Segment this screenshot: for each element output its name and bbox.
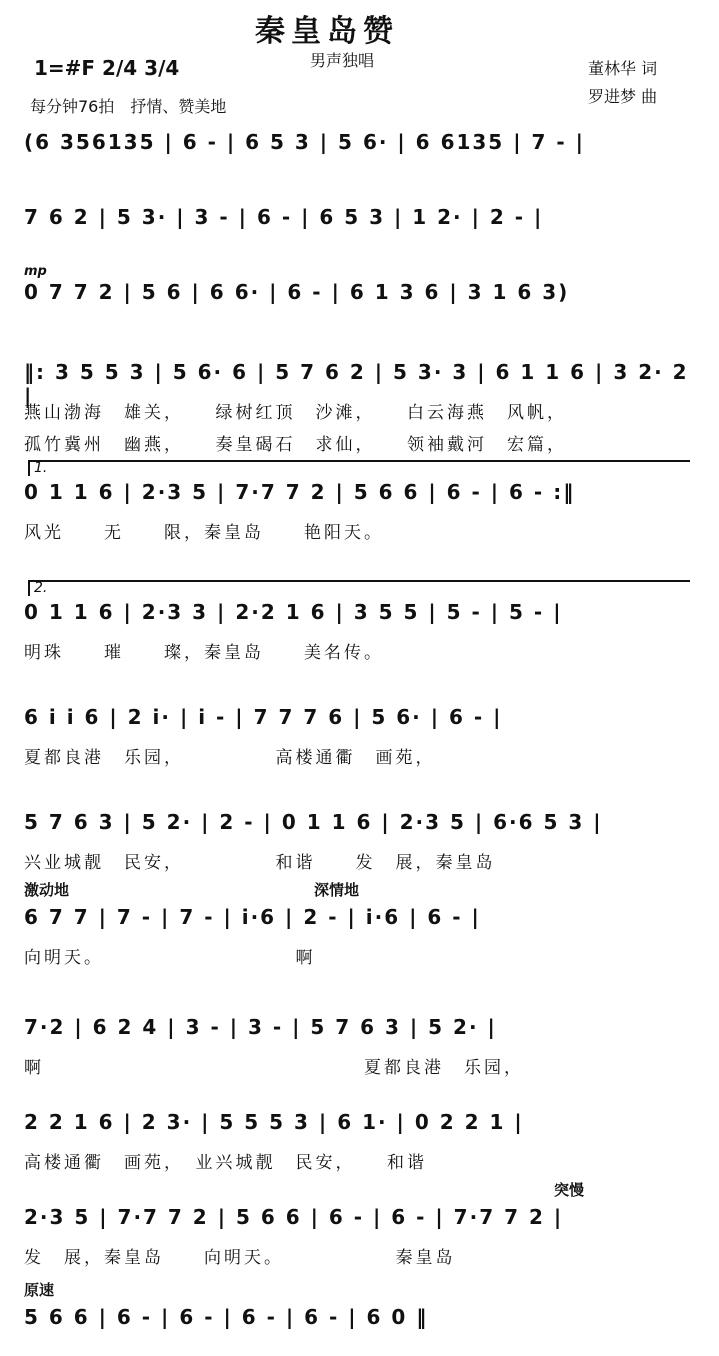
- note-line: 6 i i 6 | 2 i· | i - | 7 7 7 6 | 5 6· | 6 - |: [24, 705, 503, 729]
- note-line: 0 1 1 6 | 2·3 3 | 2·2 1 6 | 3 5 5 | 5 - | 5 - |: [24, 600, 563, 624]
- expression-mark: 突慢: [554, 1181, 585, 1199]
- lyric-line: 燕山渤海 雄关， 绿树红顶 沙滩， 白云海燕 风帆，: [24, 403, 567, 423]
- lyric-line: 风光 无 限，秦皇岛 艳阳天。: [24, 523, 384, 543]
- note-line: 0 7 7 2 | 5 6 | 6 6· | 6 - | 6 1 3 6 | 3 1 6 3): [24, 280, 570, 304]
- note-line: 0 1 1 6 | 2·3 5 | 7·7 7 2 | 5 6 6 | 6 - | 6 - :‖: [24, 480, 576, 504]
- expression-mark: 深情地: [314, 881, 360, 899]
- lyric-line: 啊 夏都良港 乐园，: [24, 1058, 524, 1078]
- note-line: 2·3 5 | 7·7 7 2 | 5 6 6 | 6 - | 6 - | 7·7 7 2 |: [24, 1205, 564, 1229]
- tempo-marking: 每分钟76拍 抒情、赞美地: [30, 97, 227, 116]
- subtitle: 男声独唱: [310, 51, 375, 70]
- lyric-line: 明珠 璀 璨，秦皇岛 美名传。: [24, 643, 384, 663]
- volta-number: 2.: [34, 580, 48, 596]
- note-line: 5 6 6 | 6 - | 6 - | 6 - | 6 - | 6 0 ‖: [24, 1305, 429, 1329]
- note-line: ‖: 3 5 5 3 | 5 6· 6 | 5 7 6 2 | 5 3· 3 | 6 1 1 6 | 3 2· 2 |: [24, 360, 689, 408]
- volta-number: 1.: [34, 460, 48, 476]
- lyric-line: 发 展，秦皇岛 向明天。 秦皇岛: [24, 1248, 456, 1268]
- lyric-line: 高楼通衢 画苑， 业兴城靓 民安， 和谐: [24, 1153, 427, 1173]
- note-line: 6 7 7 | 7 - | 7 - | i·6 | 2 - | i·6 | 6 - |: [24, 905, 481, 929]
- volta-bracket: [28, 460, 690, 476]
- lyric-line: 孤竹冀州 幽燕， 奏皇碣石 求仙， 领袖戴河 宏篇，: [24, 435, 567, 455]
- composer: 罗进梦 曲: [588, 87, 658, 106]
- lyricist: 董林华 词: [588, 59, 658, 78]
- song-title: 秦皇岛赞: [255, 14, 399, 49]
- note-line: 2 2 1 6 | 2 3· | 5 5 5 3 | 6 1· | 0 2 2 1 |: [24, 1110, 524, 1134]
- note-line: 5 7 6 3 | 5 2· | 2 - | 0 1 1 6 | 2·3 5 | 6·6 5 3 |: [24, 810, 603, 834]
- volta-bracket: [28, 580, 690, 596]
- expression-mark: 原速: [24, 1281, 55, 1299]
- note-line: 7·2 | 6 2 4 | 3 - | 3 - | 5 7 6 3 | 5 2· |: [24, 1015, 497, 1039]
- lyric-line: 兴业城靓 民安， 和谐 发 展，秦皇岛: [24, 853, 496, 873]
- dynamic-mark: mp: [24, 264, 47, 279]
- expression-mark: 激动地: [24, 881, 70, 899]
- note-line: (6 356135 | 6 - | 6 5 3 | 5 6· | 6 6135 | 7 - |: [24, 130, 585, 154]
- lyric-line: 夏都良港 乐园， 高楼通衢 画苑，: [24, 748, 436, 768]
- lyric-line: 向明天。 啊: [24, 948, 316, 968]
- key-signature: 1=#F 2/4 3/4: [34, 56, 180, 80]
- note-line: 7 6 2 | 5 3· | 3 - | 6 - | 6 5 3 | 1 2· | 2 - |: [24, 205, 544, 229]
